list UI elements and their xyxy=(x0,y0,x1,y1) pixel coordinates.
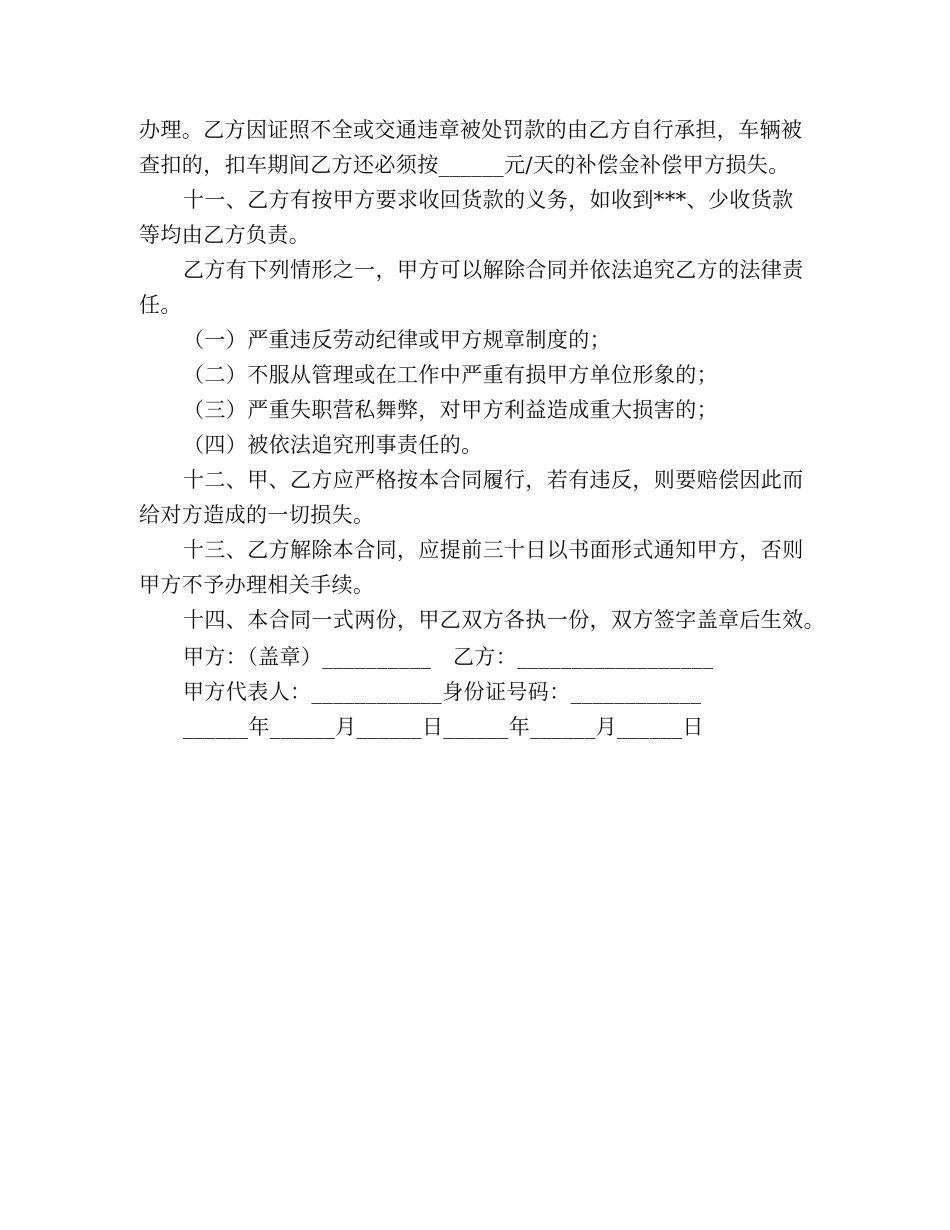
termination-item-1: （一）严重违反劳动纪律或甲方规章制度的； xyxy=(183,328,611,352)
termination-intro-line: 乙方有下列情形之一，甲方可以解除合同并依法追究乙方的法律责 xyxy=(183,258,804,282)
paragraph-line: 办理。乙方因证照不全或交通违章被处罚款的由乙方自行承担，车辆被 xyxy=(139,118,803,142)
date-party-a: ______年______月______日 xyxy=(183,715,444,739)
contract-body xyxy=(139,113,829,745)
paragraph-line: 查扣的，扣车期间乙方还必须按______元/天的补偿金补偿甲方损失。 xyxy=(139,153,790,177)
party-a-representative-field: 甲方代表人：____________ xyxy=(183,680,443,704)
clause-11-line: 十一、乙方有按甲方要求收回货款的义务，如收到***、少收货款 xyxy=(183,188,794,212)
clause-12-line: 十二、甲、乙方应严格按本合同履行，若有违反，则要赔偿因此而 xyxy=(183,468,804,492)
signature-row-dates xyxy=(139,710,829,745)
clause-13-line: 甲方不予办理相关手续。 xyxy=(139,573,375,597)
party-a-seal-field: 甲方：（盖章）__________ xyxy=(183,645,432,669)
party-b-field: 乙方：__________________ xyxy=(453,645,714,669)
clause-12-line: 给对方造成的一切损失。 xyxy=(139,503,375,527)
signature-row-representatives xyxy=(139,675,829,710)
termination-item-3: （三）严重失职营私舞弊，对甲方利益造成重大损害的； xyxy=(183,398,718,422)
clause-13-line: 十三、乙方解除本合同，应提前三十日以书面形式通知甲方，否则 xyxy=(183,538,804,562)
signature-row-parties xyxy=(139,640,829,675)
date-party-b: ______年______月______日 xyxy=(443,715,704,739)
clause-14-line: 十四、本合同一式两份，甲乙双方各执一份，双方签字盖章后生效。 xyxy=(183,608,825,632)
termination-intro-line: 任。 xyxy=(139,293,182,317)
termination-item-2: （二）不服从管理或在工作中严重有损甲方单位形象的； xyxy=(183,363,718,387)
clause-11-line: 等均由乙方负责。 xyxy=(139,223,311,247)
termination-item-4: （四）被依法追究刑事责任的。 xyxy=(183,433,483,457)
id-number-field: 身份证号码：____________ xyxy=(442,680,702,704)
